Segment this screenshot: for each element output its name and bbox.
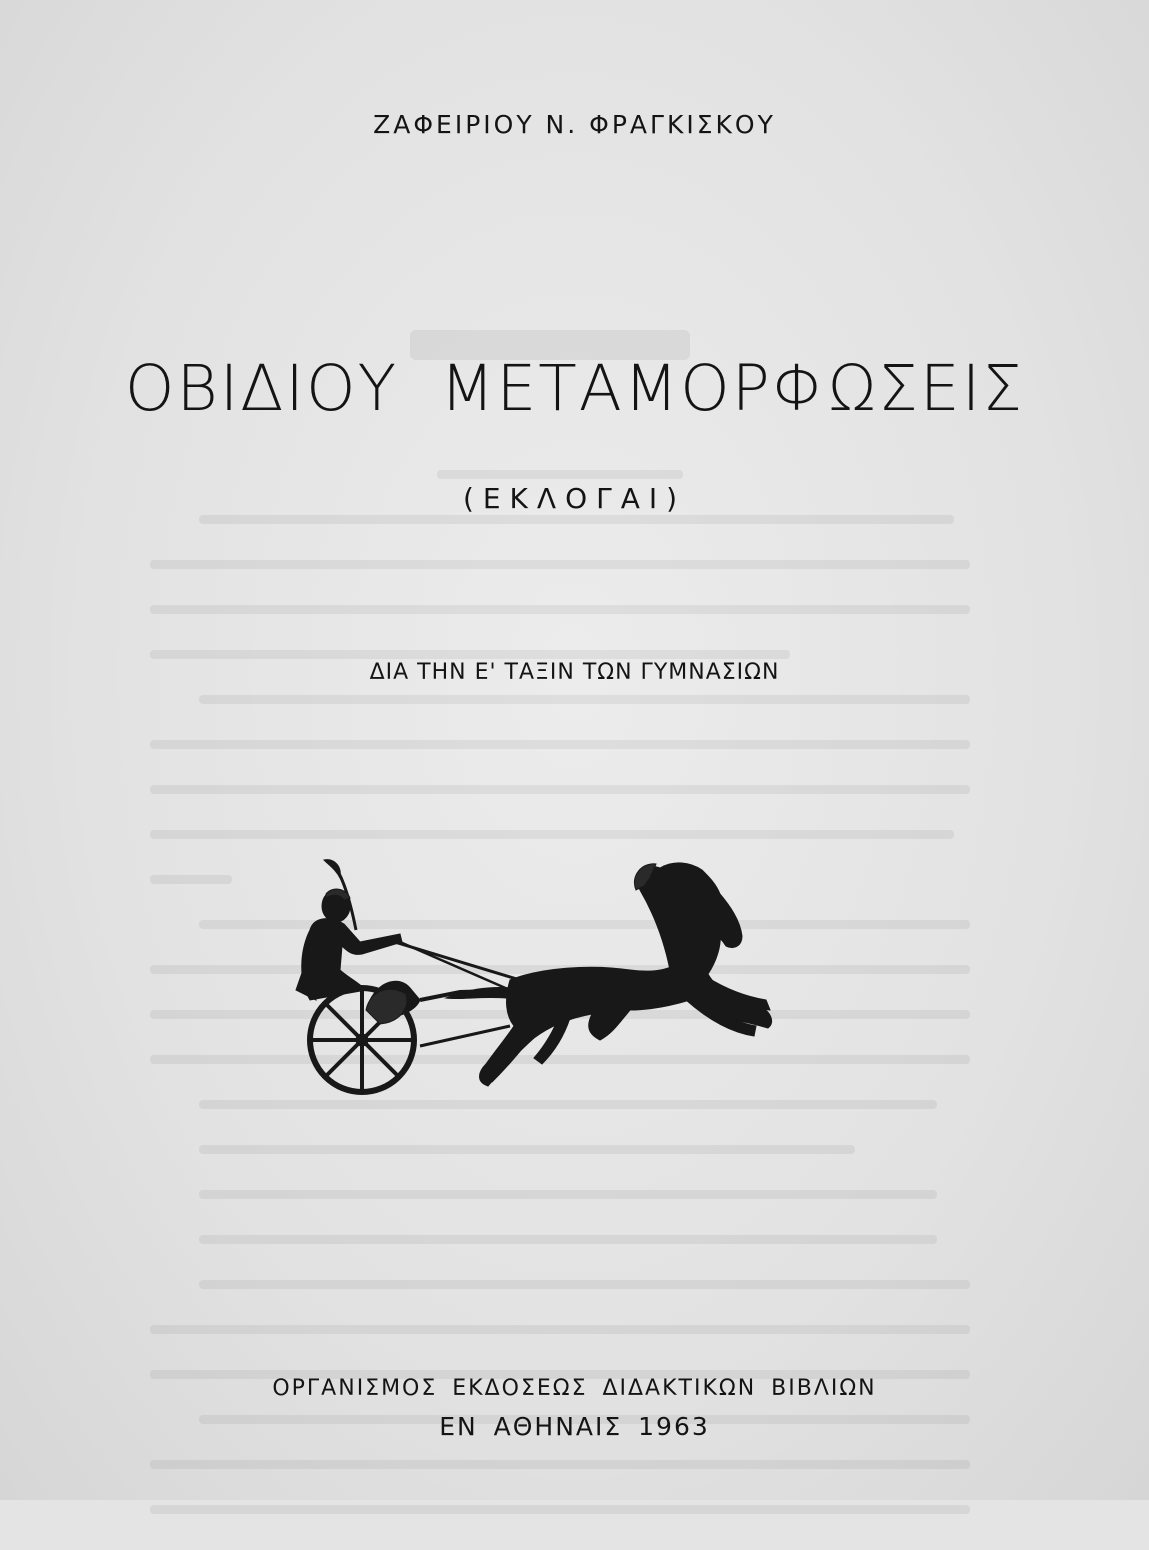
intended-audience: ΔΙΑ ΤΗΝ Ε' ΤΑΞΙΝ ΤΩΝ ΓΥΜΝΑΣΙΩΝ — [369, 660, 780, 685]
chariot-horse-icon — [270, 850, 830, 1150]
publisher-name: ΟΡΓΑΝΙΣΜΟΣ ΕΚΔΟΣΕΩΣ ΔΙΔΑΚΤΙΚΩΝ ΒΙΒΛΙΩΝ — [272, 1376, 877, 1401]
book-title: ΟΒΙΔΙΟΥ ΜΕΤΑΜΟΡΦΩΣΕΙΣ — [124, 352, 1025, 425]
book-subtitle: (ΕΚΛΟΓΑΙ) — [462, 482, 687, 515]
author-name: ΖΑΦΕΙΡΙΟΥ Ν. ΦΡΑΓΚΙΣΚΟΥ — [373, 110, 776, 139]
place-and-year: ΕΝ ΑΘΗΝΑΙΣ 1963 — [439, 1412, 710, 1441]
